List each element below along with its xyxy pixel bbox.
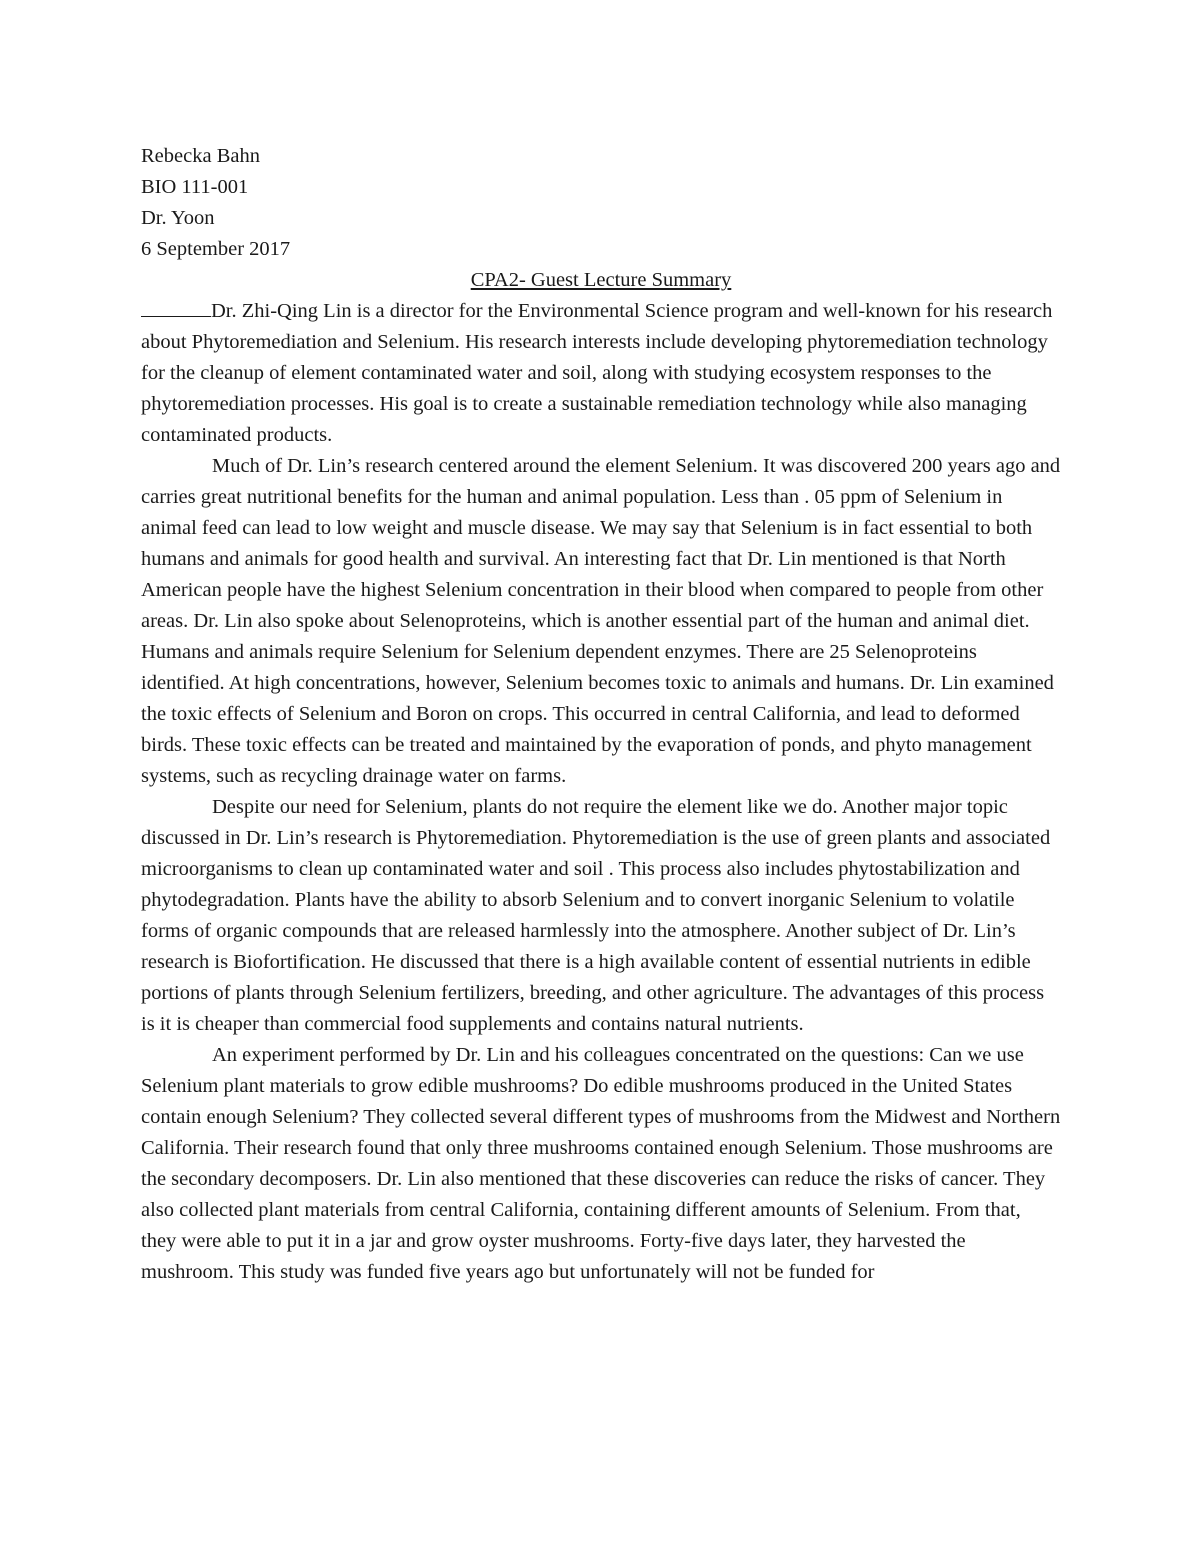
paragraph-4: An experiment performed by Dr. Lin and his colleagues concentrated on the questions: Can we use Selenium plant materials to grow edible mushrooms? Do edible mushrooms produced in the United States contain enough Selenium? They collected several different types of mushrooms from the Midwest and Northern California. Their research found that only three mushrooms contained enough Selenium. Those mushrooms are the secondary decomposers. Dr. Lin also mentioned that these discoveries can reduce the risks of cancer. They also collected plant materials from central California, containing different amounts of Selenium. From that, they were able to put it in a jar and grow oyster mushrooms. Forty-five days later, they harvested the mushroom. This study was funded five years ago but unfortunately will not be funded for	[141, 1044, 1061, 1283]
document-date: 6 September 2017	[141, 238, 291, 260]
paragraph-3: Despite our need for Selenium, plants do not require the element like we do. Another major topic discussed in Dr. Lin’s research is Phytoremediation. Phytoremediation is the use of green plants and associated microorganisms to clean up contaminated water and soil . This process also includes phytostabilization and phytodegradation. Plants have the ability to absorb Selenium and to convert inorganic Selenium to volatile forms of organic compounds that are released harmlessly into the atmosphere. Another subject of Dr. Lin’s research is Biofortification. He discussed that there is a high available content of essential nutrients in edible portions of plants through Selenium fertilizers, breeding, and other agriculture. The advantages of this process is it is cheaper than commercial food supplements and contains natural nutrients.	[141, 796, 1051, 1035]
indent-underline	[141, 298, 211, 317]
document-body	[141, 141, 1061, 1288]
instructor-name: Dr. Yoon	[141, 207, 215, 229]
paragraph-2: Much of Dr. Lin’s research centered around the element Selenium. It was discovered 200 years ago and carries great nutritional benefits for the human and animal population. Less than . 05 ppm of Selenium in animal feed can lead to low weight and muscle disease. We may say that Selenium is in fact essential to both humans and animals for good health and survival. An interesting fact that Dr. Lin mentioned is that North American people have the highest Selenium concentration in their blood when compared to people from other areas. Dr. Lin also spoke about Selenoproteins, which is another essential part of the human and animal diet. Humans and animals require Selenium for Selenium dependent enzymes. There are 25 Selenoproteins identified. At high concentrations, however, Selenium becomes toxic to animals and humans. Dr. Lin examined the toxic effects of Selenium and Boron on crops. This occurred in central California, and lead to deformed birds. These toxic effects can be treated and maintained by the evaporation of ponds, and phyto management systems, such as recycling drainage water on farms.	[141, 455, 1061, 787]
course-number: BIO 111-001	[141, 176, 249, 198]
document-title: CPA2- Guest Lecture Summary	[470, 269, 732, 291]
author-name: Rebecka Bahn	[141, 145, 260, 167]
paragraph-1	[141, 296, 1061, 451]
paragraph-1-text: Dr. Zhi-Qing Lin is a director for the Environmental Science program and well-known for his research about Phytoremediation and Selenium. His research interests include developing phytoremediation technology for the cleanup of element contaminated water and soil, along with studying ecosystem responses to the phytoremediation processes. His goal is to create a sustainable remediation technology while also managing contaminated products.	[141, 300, 1053, 446]
